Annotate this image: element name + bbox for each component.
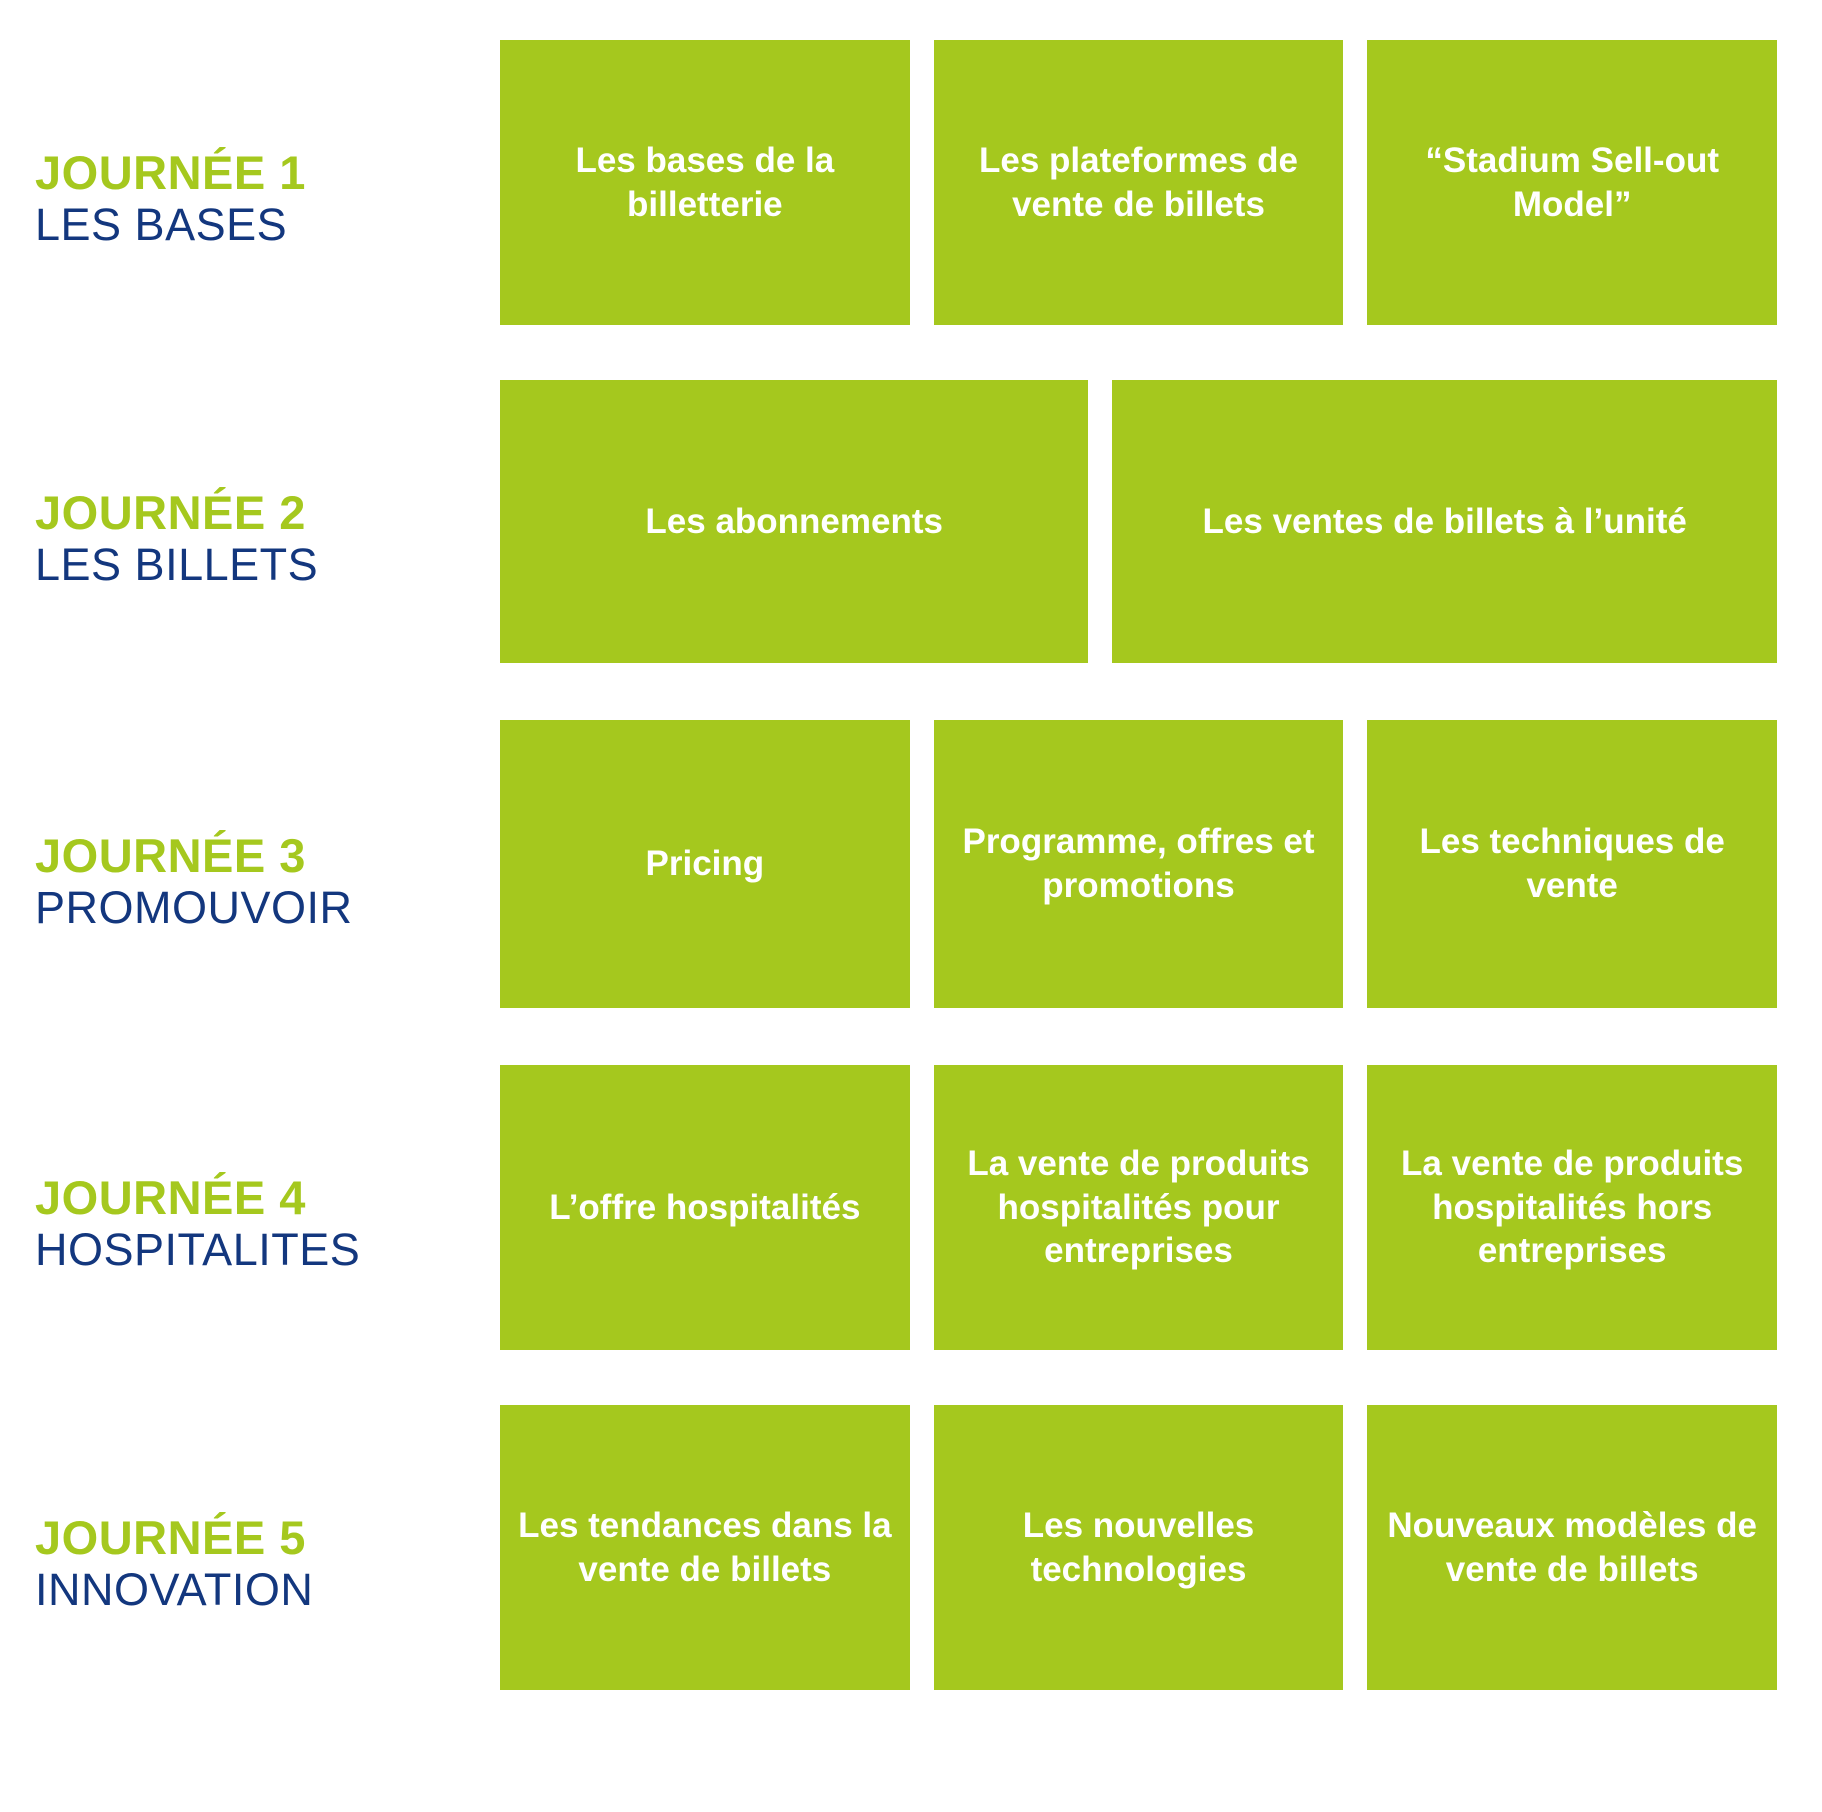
day-cards-4	[500, 1065, 1777, 1383]
topic-card[interactable]: Pricing	[500, 720, 910, 1008]
day-title-2: JOURNÉE 2	[35, 486, 306, 540]
topic-card[interactable]: Les plateformes de vente de billets	[934, 40, 1344, 325]
day-row-5	[30, 1405, 1777, 1723]
day-subtitle-3: PROMOUVOIR	[35, 881, 353, 933]
day-label-5	[30, 1405, 500, 1723]
topic-card[interactable]: Programme, offres et promotions	[934, 720, 1344, 1008]
topic-card[interactable]: Nouveaux modèles de vente de billets	[1367, 1405, 1777, 1690]
day-subtitle-5: INNOVATION	[35, 1564, 314, 1616]
day-row-3	[30, 720, 1777, 1043]
topic-card[interactable]: Les tendances dans la vente de billets	[500, 1405, 910, 1690]
day-row-4	[30, 1065, 1777, 1383]
day-cards-2	[500, 380, 1777, 698]
topic-card[interactable]: Les abonnements	[500, 380, 1088, 663]
day-title-5: JOURNÉE 5	[35, 1511, 306, 1565]
day-title-3: JOURNÉE 3	[35, 828, 306, 882]
day-cards-5	[500, 1405, 1777, 1723]
topic-card[interactable]: L’offre hospitalités	[500, 1065, 910, 1350]
day-row-1	[30, 40, 1777, 358]
topic-card[interactable]: Les bases de la billetterie	[500, 40, 910, 325]
topic-card[interactable]: La vente de produits hospitalités hors entreprises	[1367, 1065, 1777, 1350]
day-title-4: JOURNÉE 4	[35, 1171, 306, 1225]
day-subtitle-4: HOSPITALITES	[35, 1224, 361, 1276]
day-row-2	[30, 380, 1777, 698]
topic-card[interactable]: “Stadium Sell-out Model”	[1367, 40, 1777, 325]
topic-card[interactable]: La vente de produits hospitalités pour entreprises	[934, 1065, 1344, 1350]
topic-card[interactable]: Les nouvelles technologies	[934, 1405, 1344, 1690]
topic-card[interactable]: Les ventes de billets à l’unité	[1112, 380, 1777, 663]
day-title-1: JOURNÉE 1	[35, 146, 306, 200]
day-label-1	[30, 40, 500, 358]
day-label-3	[30, 720, 500, 1043]
topic-card[interactable]: Les techniques de vente	[1367, 720, 1777, 1008]
day-label-4	[30, 1065, 500, 1383]
day-cards-1	[500, 40, 1777, 358]
day-subtitle-1: LES BASES	[35, 199, 288, 251]
day-label-2	[30, 380, 500, 698]
day-cards-3	[500, 720, 1777, 1043]
day-subtitle-2: LES BILLETS	[35, 539, 319, 591]
